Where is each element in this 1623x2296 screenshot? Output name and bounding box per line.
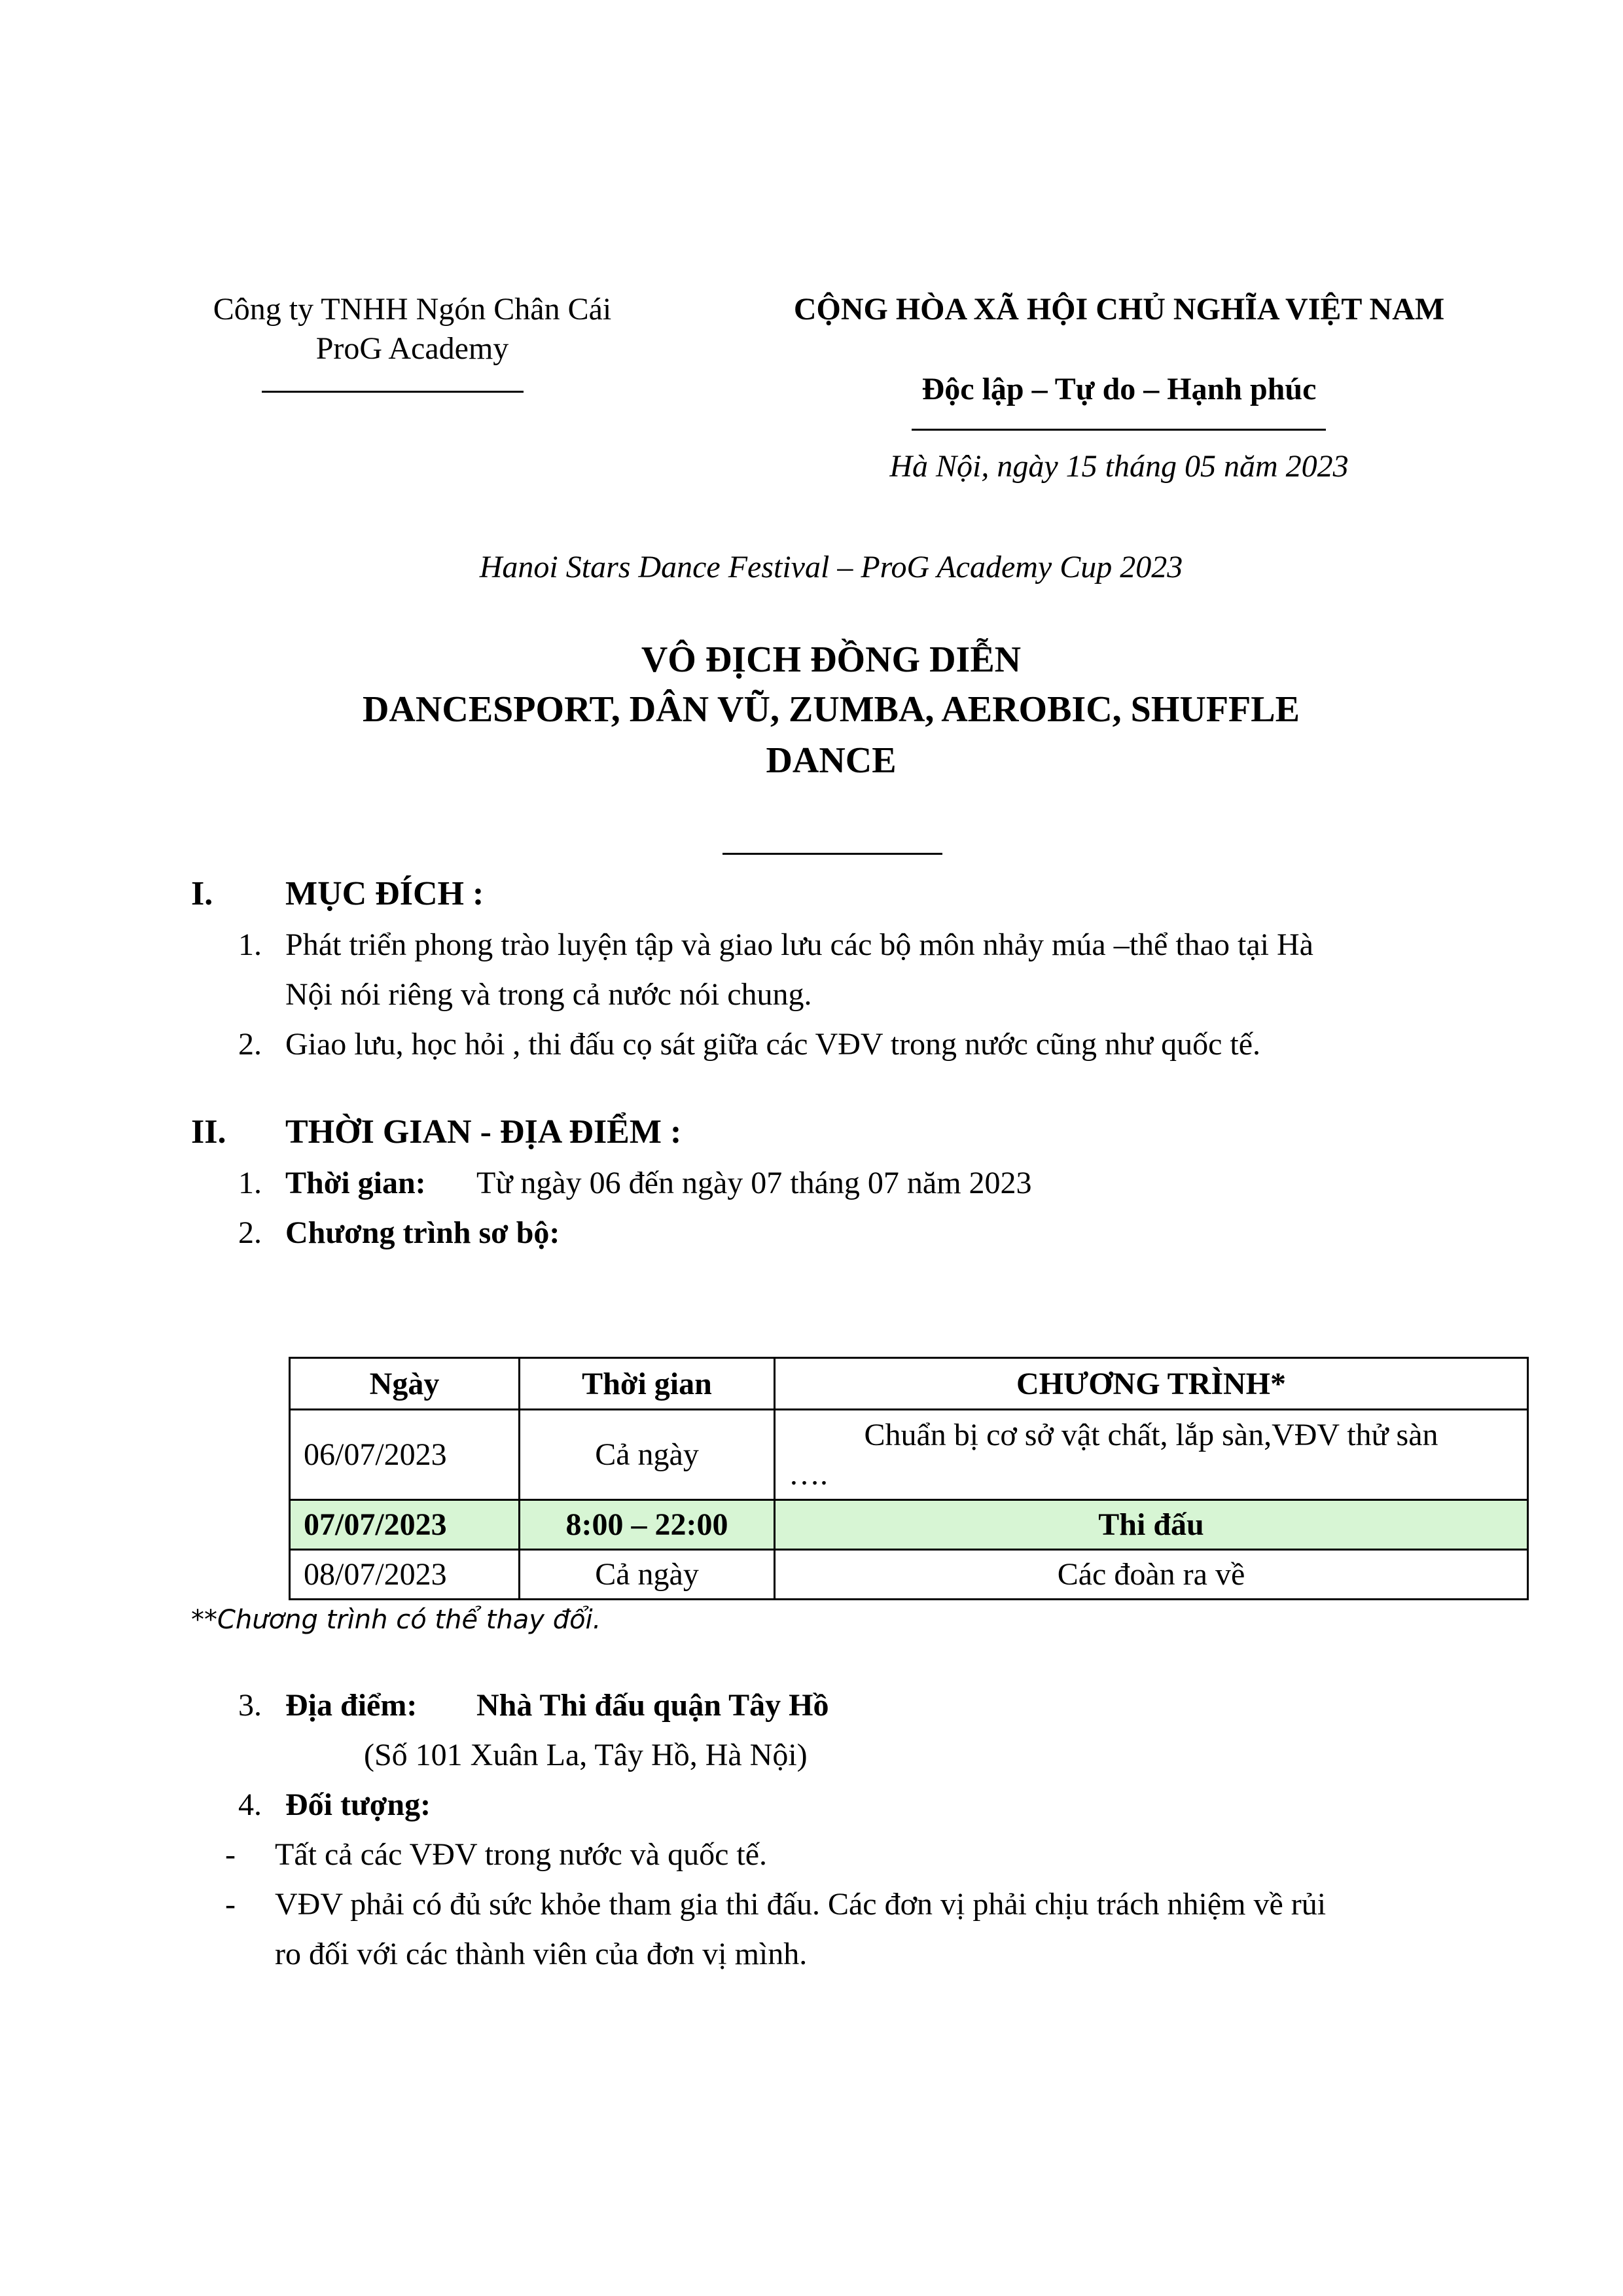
purpose-item-1-line2: Nội nói riêng và trong cả nước nói chung. [285,977,812,1012]
row2-date: 07/07/2023 [290,1500,520,1550]
national-motto: Độc lập – Tự do – Hạnh phúc [921,372,1317,406]
row3-program: Các đoàn ra về [775,1550,1528,1600]
purpose-item-1 [285,920,1313,1020]
audience-number: 4. [238,1787,262,1822]
audience-bullet-2: - [225,1887,236,1922]
header-date: Ngày [290,1358,520,1410]
audience-bullet-1: - [225,1837,236,1872]
audience-label: Đối tượng: [285,1787,431,1822]
section2-title: THỜI GIAN - ĐỊA ĐIỂM : [285,1113,682,1151]
program-number: 2. [238,1215,262,1250]
table-row [290,1500,1528,1550]
motto-underline [912,429,1326,431]
audience-item-1: Tất cả các VĐV trong nước và quốc tế. [275,1837,768,1872]
time-label: Thời gian: [285,1166,426,1200]
section1-title: MỤC ĐÍCH : [285,875,484,912]
schedule-header-row [290,1358,1528,1410]
row1-date: 06/07/2023 [290,1410,520,1500]
table-row [290,1550,1528,1600]
title-divider [722,853,942,855]
schedule-table [289,1357,1529,1600]
header-time: Thời gian [520,1358,775,1410]
venue-name: Nhà Thi đấu quận Tây Hồ [476,1688,829,1723]
row1-time: Cả ngày [520,1410,775,1500]
schedule-note: **Chương trình có thể thay đổi. [191,1605,601,1635]
row3-date: 08/07/2023 [290,1550,520,1600]
venue-address: (Số 101 Xuân La, Tây Hồ, Hà Nội) [364,1738,808,1772]
purpose-item-1-line1: Phát triển phong trào luyện tập và giao lưu các bộ môn nhảy múa –thể thao tại Hà [285,927,1313,962]
audience-item-2 [275,1880,1326,1979]
header-program: CHƯƠNG TRÌNH* [775,1358,1528,1410]
row2-program: Thi đấu [775,1500,1528,1550]
purpose-item-2: Giao lưu, học hỏi , thi đấu cọ sát giữa các VĐV trong nước cũng như quốc tế. [285,1027,1261,1062]
company-line2: ProG Academy [315,331,509,366]
section1-number: I. [191,875,213,912]
title-line3: DANCE [766,740,897,781]
title-line1: VÔ ĐỊCH ĐỒNG DIỄN [641,639,1022,680]
row2-time: 8:00 – 22:00 [520,1500,775,1550]
row3-time: Cả ngày [520,1550,775,1600]
program-label: Chương trình sơ bộ: [285,1215,560,1250]
table-row [290,1410,1528,1500]
venue-number: 3. [238,1688,262,1723]
time-value: Từ ngày 06 đến ngày 07 tháng 07 năm 2023 [476,1166,1032,1200]
row1-program-cont: …. [789,1456,828,1492]
company-underline [262,391,524,393]
date-line: Hà Nội, ngày 15 tháng 05 năm 2023 [889,449,1349,484]
venue-label: Địa điểm: [285,1688,418,1723]
company-line1: Công ty TNHH Ngón Chân Cái [213,292,612,327]
audience-item-2-line1: VĐV phải có đủ sức khỏe tham gia thi đấu. Các đơn vị phải chịu trách nhiệm về rủi [275,1887,1327,1922]
section2-number: II. [191,1113,226,1151]
event-subtitle: Hanoi Stars Dance Festival – ProG Academy Cup 2023 [479,550,1183,584]
purpose-item-1-number: 1. [238,927,262,962]
row1-program-text: Chuẩn bị cơ sở vật chất, lắp sàn,VĐV thử sàn [864,1417,1438,1452]
title-line2: DANCESPORT, DÂN VŨ, ZUMBA, AEROBIC, SHUFFLE [363,689,1300,730]
nation-name: CỘNG HÒA XÃ HỘI CHỦ NGHĨA VIỆT NAM [793,292,1445,327]
time-number: 1. [238,1166,262,1200]
purpose-item-2-number: 2. [238,1027,262,1062]
audience-item-2-line2: ro đối với các thành viên của đơn vị mình. [275,1937,808,1971]
row1-program [775,1410,1528,1500]
company-name [124,290,700,368]
